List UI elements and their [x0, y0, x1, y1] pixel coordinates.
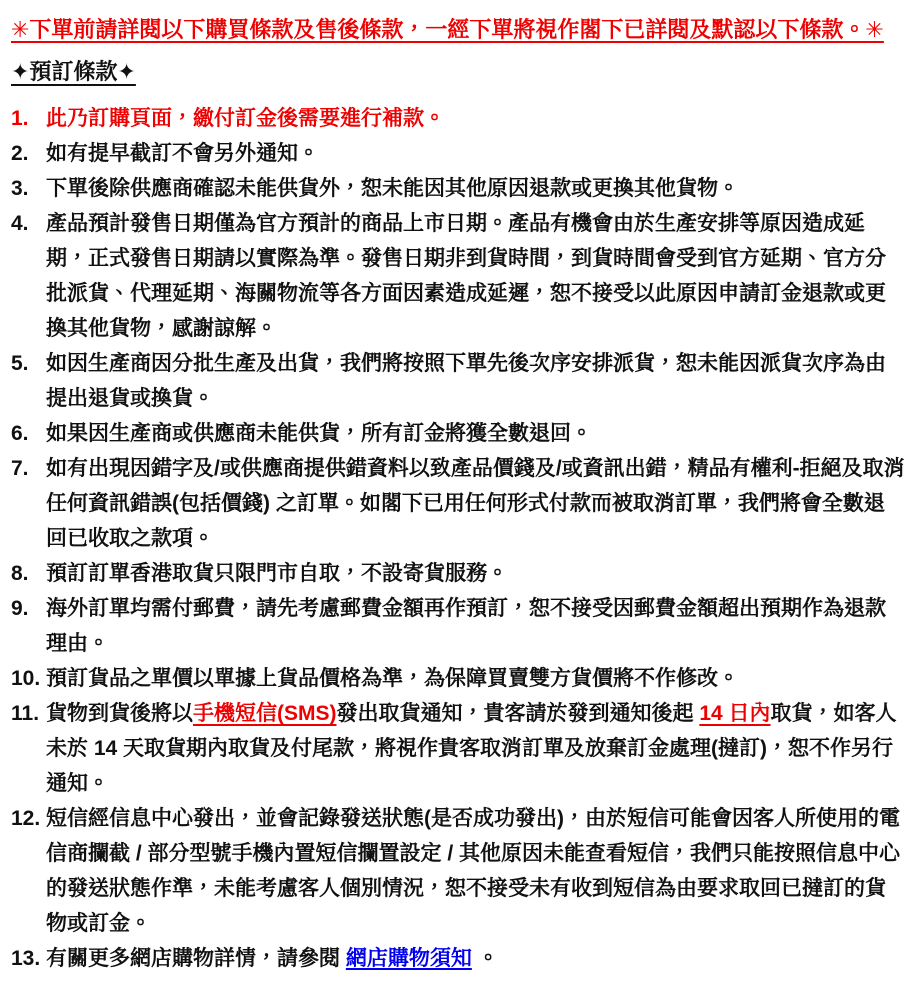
- term-item-5: [11, 346, 905, 416]
- term-text: 如有提早截訂不會另外通知。: [46, 142, 319, 165]
- term-item-8: [11, 556, 905, 591]
- sms-notice-highlight: 手機短信(SMS): [193, 702, 337, 725]
- terms-list: [11, 101, 905, 976]
- term-text: 海外訂單均需付郵費，請先考慮郵費金額再作預訂，恕不接受因郵費金額超出預期作為退款理由。: [46, 597, 886, 655]
- term-number: 12.: [11, 807, 41, 830]
- term-item-6: [11, 416, 905, 451]
- term-text-segment: 。: [471, 947, 499, 970]
- term-text: 如果因生產商或供應商未能供貨，所有訂金將獲全數退回。: [46, 422, 592, 445]
- term-number: 7.: [11, 457, 29, 480]
- term-number: 1.: [11, 107, 29, 130]
- term-item-2: [11, 136, 905, 171]
- term-text-segment: 貨物到貨後將以: [46, 702, 193, 725]
- term-number: 13.: [11, 947, 41, 970]
- term-text: 此乃訂購頁面，繳付訂金後需要進行補款。: [46, 107, 445, 130]
- term-number: 3.: [11, 177, 29, 200]
- term-text-segment: 有關更多網店購物詳情，請參閱: [46, 947, 346, 970]
- term-number: 9.: [11, 597, 29, 620]
- term-text: [46, 696, 905, 801]
- pickup-deadline-highlight: 14 日內: [699, 702, 771, 725]
- term-text-segment: 發出取貨通知，貴客請於發到通知後起: [336, 702, 700, 725]
- term-item-11: [11, 696, 905, 801]
- term-number: 8.: [11, 562, 29, 585]
- section-title-preorder-terms: ✦預訂條款✦: [11, 59, 136, 84]
- term-number: 4.: [11, 212, 29, 235]
- term-number: 11.: [11, 702, 40, 725]
- term-text: 短信經信息中心發出，並會記錄發送狀態(是否成功發出)，由於短信可能會因客人所使用的電信商攔截 / 部分型號手機內置短信攔置設定 / 其他原因未能查看短信，我們只能按照信息中心的發送狀態作準，未能考慮客人個別情況，恕不接受未有收到短信為由要求取回已撻訂的貨物或訂金。: [46, 807, 901, 935]
- term-item-10: [11, 661, 905, 696]
- shop-guide-link[interactable]: 網店購物須知: [345, 947, 472, 970]
- term-item-1: [11, 101, 905, 136]
- term-item-9: [11, 591, 905, 661]
- term-text: 預訂貨品之單價以單據上貨品價格為準，為保障買賣雙方貨價將不作修改。: [46, 667, 739, 690]
- term-text: 如有出現因錯字及/或供應商提供錯資料以致產品價錢及/或資訊出錯，精品有權利-拒絕及取消任何資訊錯誤(包括價錢) 之訂單。如閣下已用任何形式付款而被取消訂單，我們將會全數退回已收取之款項。: [46, 457, 905, 550]
- term-item-12: [11, 801, 905, 941]
- term-item-4: [11, 206, 905, 346]
- term-item-7: [11, 451, 905, 556]
- term-text-segment: 取貨，如客人未於 14 天取貨期內取貨及付尾款，將視作貴客取消訂單及放棄訂金處理(撻訂)，恕不作另行通知。: [46, 702, 897, 795]
- term-item-3: [11, 171, 905, 206]
- term-text: 如因生產商因分批生產及出貨，我們將按照下單先後次序安排派貨，恕未能因派貨次序為由提出退貨或換貨。: [46, 352, 886, 410]
- term-text: 下單後除供應商確認未能供貨外，恕未能因其他原因退款或更換其他貨物。: [46, 177, 739, 200]
- term-number: 6.: [11, 422, 29, 445]
- term-text: [46, 941, 905, 976]
- purchase-notice-banner: ✳下單前請詳閱以下購買條款及售後條款，一經下單將視作閣下已詳閱及默認以下條款。✳: [11, 17, 884, 42]
- term-text: 預訂訂單香港取貨只限門市自取，不設寄貨服務。: [46, 562, 508, 585]
- term-number: 10.: [11, 667, 41, 690]
- term-item-13: [11, 941, 905, 976]
- term-number: 5.: [11, 352, 29, 375]
- term-number: 2.: [11, 142, 29, 165]
- term-text: 產品預計發售日期僅為官方預計的商品上市日期。產品有機會由於生產安排等原因造成延期，正式發售日期請以實際為準。發售日期非到貨時間，到貨時間會受到官方延期、官方分批派貨、代理延期、海關物流等各方面因素造成延遲，恕不接受以此原因申請訂金退款或更換其他貨物，感謝諒解。: [46, 212, 886, 340]
